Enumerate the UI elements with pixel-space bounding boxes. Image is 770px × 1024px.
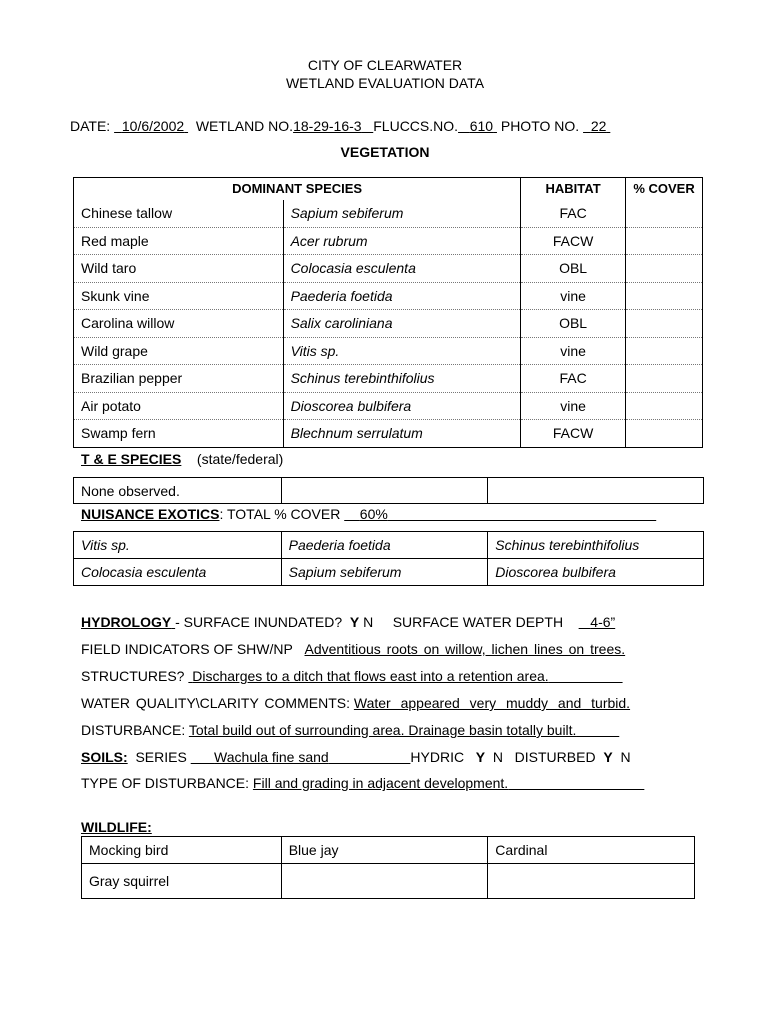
te-cell: None observed. [74,478,282,504]
series-label: SERIES [135,749,187,765]
wildlife-cell [281,864,488,899]
series-value: Wachula fine sand [214,749,329,765]
wetland-value: 18-29-16-3 [293,118,362,134]
species-common-name: Skunk vine [74,282,284,310]
species-habitat: OBL [521,310,626,338]
species-habitat: FAC [521,200,626,228]
species-habitat: FAC [521,365,626,393]
hydrology-label: HYDROLOGY [81,614,172,630]
vegetation-row [74,365,703,393]
species-habitat: vine [521,282,626,310]
species-cover [626,255,703,283]
hydric-no: N [492,749,503,765]
vegetation-row [74,392,703,420]
fluccs-value: 610 [469,118,494,134]
vegetation-row [74,227,703,255]
species-common-name: Chinese tallow [74,200,284,228]
vegetation-row [74,282,703,310]
date-label: DATE: [70,118,111,134]
disturbed-no: N [620,749,631,765]
species-common-name: Carolina willow [74,310,284,338]
species-habitat: FACW [521,227,626,255]
te-species-line [81,451,283,467]
wildlife-table [81,836,695,899]
type-disturbance-line [81,775,644,791]
form-title: CITY OF CLEARWATER [307,57,463,73]
species-scientific-name: Sapium sebiferum [283,200,521,228]
soils-label: SOILS: [81,749,128,765]
inundated-no: N [363,614,374,630]
species-scientific-name: Dioscorea bulbifera [283,392,521,420]
nuisance-total-value: 60% [359,506,388,522]
species-scientific-name: Schinus terebinthifolius [283,365,521,393]
te-cell [488,478,704,504]
disturbance-label: DISTURBANCE: [81,722,186,738]
species-common-name: Red maple [74,227,284,255]
species-common-name: Wild grape [74,337,284,365]
vegetation-row [74,310,703,338]
soils-line [81,749,631,765]
form-subtitle: WETLAND EVALUATION DATA [285,75,485,91]
species-scientific-name: Acer rubrum [283,227,521,255]
inundated-yes: Y [349,614,360,630]
wildlife-cell: Cardinal [488,837,695,864]
species-scientific-name: Paederia foetida [283,282,521,310]
photo-label: PHOTO NO. [500,118,580,134]
hydrology-line [81,614,615,630]
vegetation-table [73,177,703,448]
species-habitat: vine [521,392,626,420]
structures-line [81,668,623,684]
nuisance-cell: Paederia foetida [281,532,488,559]
species-common-name: Wild taro [74,255,284,283]
vegetation-row [74,200,703,228]
wildlife-cell: Blue jay [281,837,488,864]
wetland-label: WETLAND NO. [195,118,294,134]
water-value: Water appeared very muddy and turbid. [353,695,631,711]
vegetation-heading: VEGETATION [340,144,430,160]
nuisance-cell: Schinus terebinthifolius [488,532,704,559]
depth-label: SURFACE WATER DEPTH [392,614,564,630]
species-cover [626,200,703,228]
nuisance-cell: Dioscorea bulbifera [488,559,704,586]
species-habitat: vine [521,337,626,365]
te-species-note: (state/federal) [196,451,284,467]
species-cover [626,420,703,448]
vegetation-row [74,337,703,365]
nuisance-table [73,531,704,586]
vegetation-row [74,420,703,448]
nuisance-cell: Vitis sp. [74,532,282,559]
water-label: WATER QUALITY\CLARITY COMMENTS: [81,695,350,711]
species-scientific-name: Colocasia esculenta [283,255,521,283]
hydric-yes: Y [475,749,486,765]
nuisance-cell: Colocasia esculenta [74,559,282,586]
disturbance-value: Total build out of surrounding area. Drainage basin totally built. [188,722,577,738]
species-cover [626,337,703,365]
disturbance-line [81,722,619,738]
te-cell [281,478,488,504]
wildlife-cell [488,864,695,899]
species-cover [626,282,703,310]
shw-line [81,641,690,657]
hydric-label: HYDRIC [410,749,465,765]
species-scientific-name: Vitis sp. [283,337,521,365]
col-habitat: HABITAT [521,178,626,200]
te-species-label: T & E SPECIES [81,451,182,467]
species-cover [626,227,703,255]
nuisance-label: NUISANCE EXOTICS [81,506,220,522]
shw-value: Adventitious roots on willow, lichen lines on trees. [304,641,626,657]
date-value: 10/6/2002 [121,118,185,134]
structures-value: Discharges to a ditch that flows east into a retention area. [192,668,549,684]
inundated-label: - SURFACE INUNDATED? [175,614,343,630]
species-scientific-name: Blechnum serrulatum [283,420,521,448]
disturbed-yes: Y [603,749,613,765]
type-disturbance-label: TYPE OF DISTURBANCE: [81,775,250,791]
nuisance-total-label: : TOTAL % COVER [219,506,341,522]
shw-label: FIELD INDICATORS OF SHW/NP [81,641,293,657]
species-common-name: Air potato [74,392,284,420]
depth-value: 4-6” [590,614,616,630]
vegetation-row [74,255,703,283]
nuisance-cell: Sapium sebiferum [281,559,488,586]
fluccs-label: FLUCCS.NO. [373,118,459,134]
photo-value: 22 [590,118,607,134]
wildlife-cell: Gray squirrel [82,864,282,899]
species-common-name: Brazilian pepper [74,365,284,393]
wildlife-cell: Mocking bird [82,837,282,864]
structures-label: STRUCTURES? [81,668,185,684]
species-cover [626,392,703,420]
species-habitat: OBL [521,255,626,283]
header-line [70,118,610,134]
col-dominant-species: DOMINANT SPECIES [74,178,521,200]
species-scientific-name: Salix caroliniana [283,310,521,338]
wildlife-label: WILDLIFE: [81,819,152,835]
te-species-table [73,477,704,504]
species-cover [626,365,703,393]
type-disturbance-value: Fill and grading in adjacent development. [252,775,509,791]
nuisance-line [81,506,656,522]
species-habitat: FACW [521,420,626,448]
species-common-name: Swamp fern [74,420,284,448]
col-cover: % COVER [626,178,703,200]
water-line [81,695,630,711]
disturbed-label: DISTURBED [514,749,596,765]
species-cover [626,310,703,338]
